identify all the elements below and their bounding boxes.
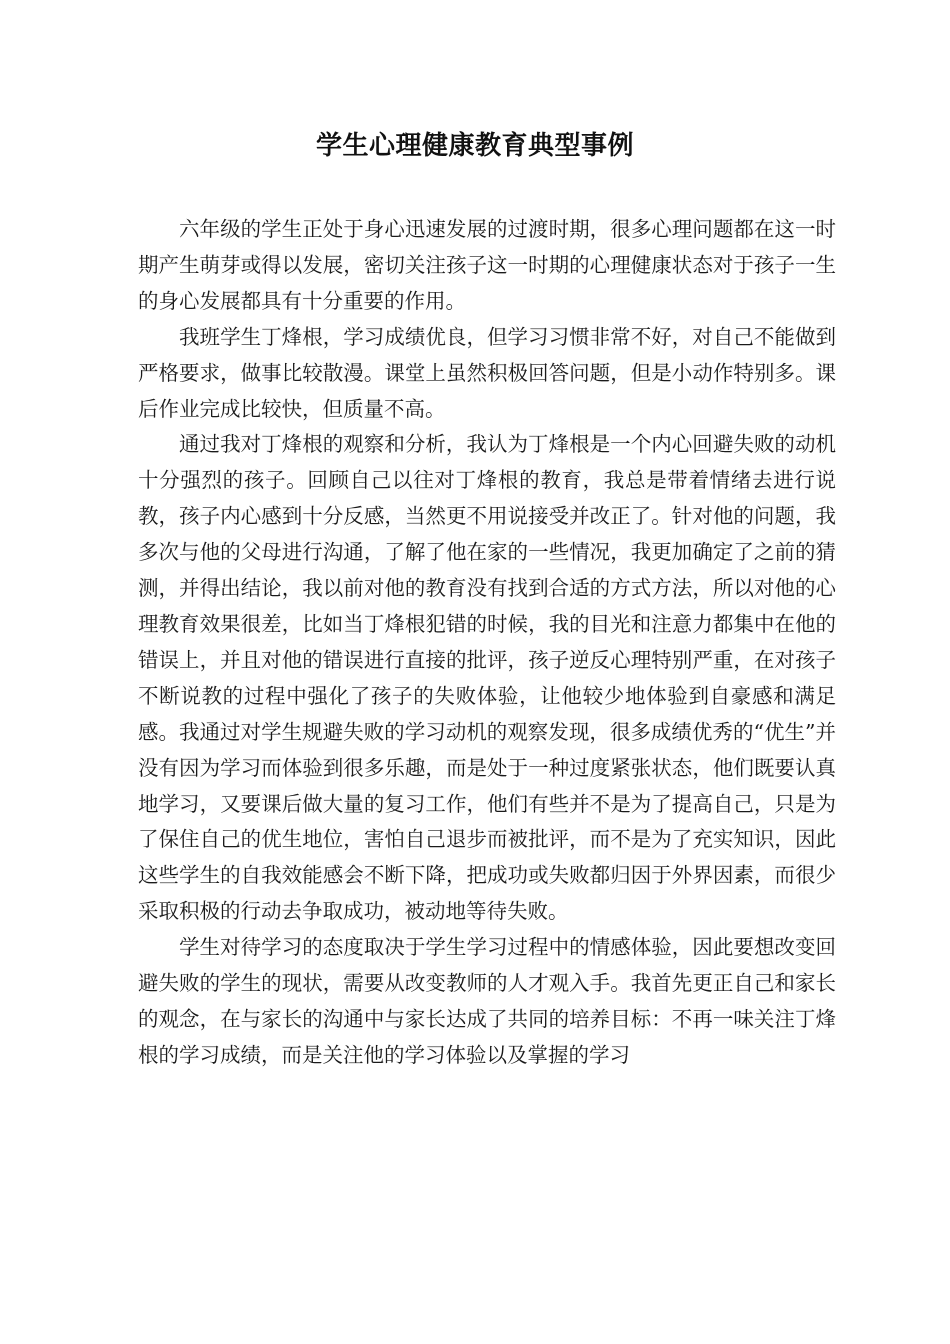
paragraph: 学生对待学习的态度取决于学生学习过程中的情感体验，因此要想改变回避失败的学生的现状，需要从改变教师的人才观入手。我首先更正自己和家长的观念，在与家长的沟通中与家长达成了共同的培养目标：不再一味关注丁烽根的学习成绩，而是关注他的学习体验以及掌握的学习 (138, 935, 836, 1067)
document-body (138, 212, 836, 1074)
paragraph: 通过我对丁烽根的观察和分析，我认为丁烽根是一个内心回避失败的动机十分强烈的孩子。回顾自己以往对丁烽根的教育，我总是带着情绪去进行说教，孩子内心感到十分反感，当然更不用说接受并改正了。针对他的问题，我多次与他的父母进行沟通，了解了他在家的一些情况，我更加确定了之前的猜测，并得出结论，我以前对他的教育没有找到合适的方式方法，所以对他的心理教育效果很差，比如当丁烽根犯错的时候，我的目光和注意力都集中在他的错误上，并且对他的错误进行直接的批评，孩子逆反心理特别严重，在对孩子不断说教的过程中强化了孩子的失败体验，让他较少地体验到自豪感和满足感。我通过对学生规避失败的学习动机的观察发现，很多成绩优秀的“优生”并没有因为学习而体验到很多乐趣，而是处于一种过度紧张状态，他们既要认真地学习，又要课后做大量的复习工作，他们有些并不是为了提高自己，只是为了保住自己的优生地位，害怕自己退步而被批评，而不是为了充实知识，因此这些学生的自我效能感会不断下降，把成功或失败都归因于外界因素，而很少采取积极的行动去争取成功，被动地等待失败。 (138, 432, 836, 924)
document-title: 学生心理健康教育典型事例 (315, 131, 634, 161)
paragraph: 我班学生丁烽根，学习成绩优良，但学习习惯非常不好，对自己不能做到严格要求，做事比较散漫。课堂上虽然积极回答问题，但是小动作特别多。课后作业完成比较快，但质量不高。 (138, 324, 836, 421)
paragraph: 六年级的学生正处于身心迅速发展的过渡时期，很多心理问题都在这一时期产生萌芽或得以发展，密切关注孩子这一时期的心理健康状态对于孩子一生的身心发展都具有十分重要的作用。 (138, 217, 836, 313)
